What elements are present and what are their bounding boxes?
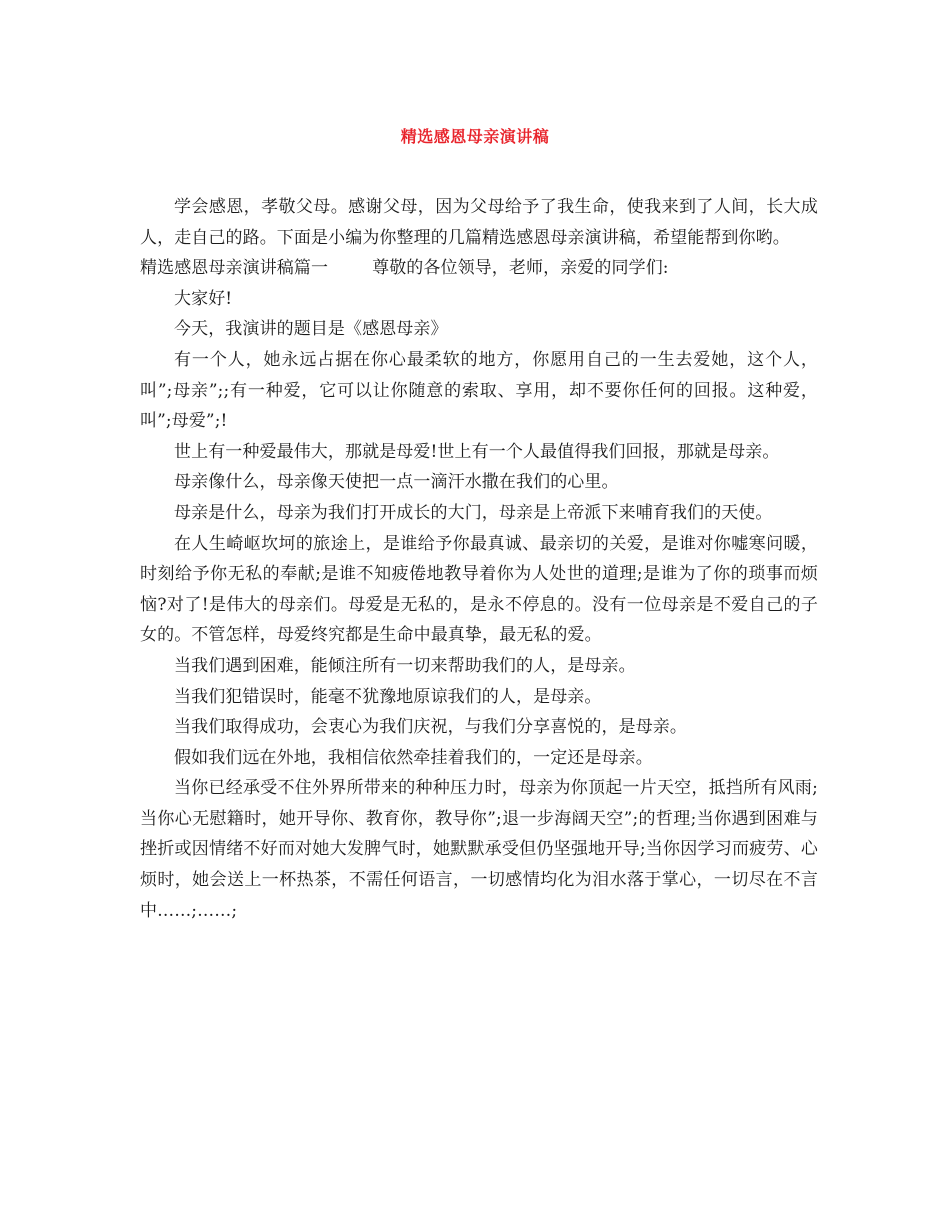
salutation: 尊敬的各位领导，老师，亲爱的同学们: bbox=[372, 258, 669, 279]
body-paragraph: 当我们遇到困难，能倾注所有一切来帮助我们的人，是母亲。 bbox=[174, 655, 636, 676]
body-paragraph: 母亲像什么，母亲像天使把一点一滴汗水撒在我们的心里。 bbox=[174, 472, 619, 493]
body-paragraph: 在人生崎岖坎坷的旅途上，是谁给予你最真诚、最亲切的关爱，是谁对你嘘寒问暖，时刻给予你无私的奉献;是谁不知疲倦地教导着你为人处世的道理;是谁为了你的琐事而烦恼?对了!是伟大的母亲们。母爱是无私的，是永不停息的。没有一位母亲是不爱自己的子女的。不管怎样，母爱终究都是生命中最真挚，最无私的爱。 bbox=[140, 533, 818, 646]
body-paragraph: 有一个人，她永远占据在你心最柔软的地方，你愿用自己的一生去爱她，这个人，叫”;母亲”;;有一种爱，它可以让你随意的索取、享用，却不要你任何的回报。这种爱，叫”;母爱”;! bbox=[140, 349, 818, 432]
body-paragraph: 假如我们远在外地，我相信依然牵挂着我们的，一定还是母亲。 bbox=[174, 747, 653, 768]
greeting-paragraph: 大家好! bbox=[174, 288, 233, 309]
section-heading: 精选感恩母亲演讲稿篇一 bbox=[140, 258, 329, 279]
document-body bbox=[140, 192, 818, 926]
body-paragraph: 母亲是什么，母亲为我们打开成长的大门，母亲是上帝派下来哺育我们的天使。 bbox=[174, 502, 773, 523]
body-paragraph: 当我们犯错误时，能毫不犹豫地原谅我们的人，是母亲。 bbox=[174, 686, 602, 707]
intro-paragraph: 学会感恩，孝敬父母。感谢父母，因为父母给予了我生命，使我来到了人间，长大成人，走自己的路。下面是小编为你整理的几篇精选感恩母亲演讲稿，希望能帮到你哟。 bbox=[140, 197, 818, 248]
body-paragraph: 世上有一种爱最伟大，那就是母爱!世上有一个人最值得我们回报，那就是母亲。 bbox=[174, 441, 780, 462]
section-heading-line bbox=[140, 253, 818, 284]
body-paragraph: 当你已经承受不住外界所带来的种种压力时，母亲为你顶起一片天空，抵挡所有风雨;当你心无慰籍时，她开导你、教育你，教导你”;退一步海阔天空”;的哲理;当你遇到困难与挫折或因情绪不好而对她大发脾气时，她默默承受但仍坚强地开导;当你因学习而疲劳、心烦时，她会送上一杯热茶，不需任何语言，一切感情均化为泪水落于掌心，一切尽在不言中……;……; bbox=[140, 778, 818, 921]
document-title: 精选感恩母亲演讲稿 bbox=[400, 127, 550, 146]
body-paragraph: 当我们取得成功，会衷心为我们庆祝，与我们分享喜悦的，是母亲。 bbox=[174, 717, 687, 738]
topic-paragraph: 今天，我演讲的题目是《感恩母亲》 bbox=[174, 319, 448, 340]
